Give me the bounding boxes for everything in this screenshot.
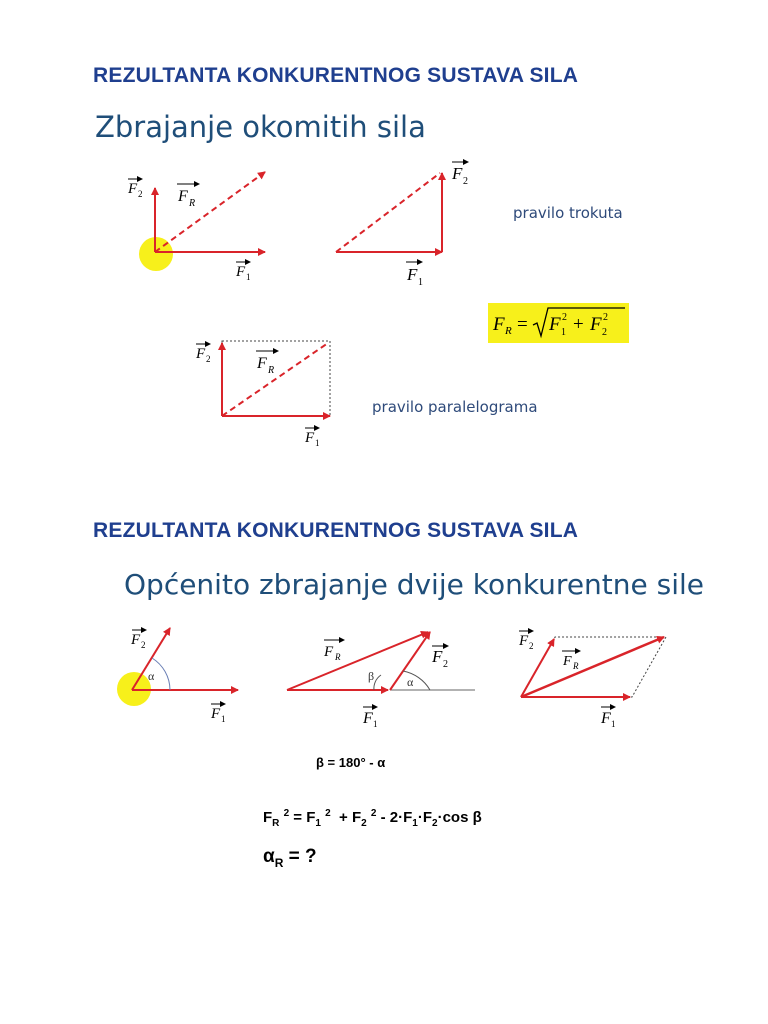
diagram-general-forces (117, 628, 238, 724)
svg-text:1: 1 (246, 272, 251, 282)
svg-text:F: F (590, 314, 602, 335)
diagram-parallelogram (195, 341, 330, 448)
label-f2: F (131, 632, 141, 648)
slide2-subtitle: Općenito zbrajanje dvije konkurentne sile (124, 568, 705, 601)
svg-text:1: 1 (418, 277, 423, 288)
resultant-fr-arrow (155, 172, 265, 252)
label-f2: F (519, 633, 529, 649)
svg-text:=: = (517, 314, 528, 335)
slide2-heading: REZULTANTA KONKURENTNOG SUSTAVA SILA (93, 519, 579, 542)
label-fr: F (257, 355, 267, 372)
label-f1: F (236, 264, 246, 280)
pythagoras-formula-box (488, 303, 629, 343)
label-alpha: α (407, 675, 414, 689)
svg-text:R: R (505, 325, 512, 337)
svg-text:2: 2 (463, 176, 468, 187)
label-f2: F (452, 164, 463, 183)
label-f2: F (128, 181, 138, 197)
label-beta: β (368, 669, 375, 683)
resultant-fr-line (336, 173, 440, 252)
slide1-subtitle: Zbrajanje okomitih sila (95, 110, 426, 144)
diagram-triangle-angles (287, 632, 475, 729)
label-fr: F (324, 644, 334, 660)
pythagoras-formula (488, 303, 629, 343)
slide2-diagrams (0, 600, 768, 760)
svg-text:2: 2 (603, 312, 608, 323)
svg-text:R: R (335, 652, 341, 662)
svg-text:2: 2 (141, 640, 146, 650)
svg-text:2: 2 (602, 327, 607, 338)
label-fr: F (563, 654, 572, 669)
svg-text:1: 1 (221, 714, 226, 724)
svg-text:R: R (268, 365, 275, 376)
label-f2: F (196, 346, 206, 362)
svg-text:1: 1 (561, 327, 566, 338)
svg-text:R: R (573, 661, 579, 671)
svg-text:+: + (573, 314, 584, 335)
label-alpha: α (148, 669, 155, 683)
svg-text:2: 2 (443, 659, 448, 670)
label-f1: F (601, 710, 611, 727)
angle-question: $\alpha_R$ = ? (263, 846, 317, 870)
diagram-oblique-parallelogram (518, 631, 666, 729)
triangle-rule-label: pravilo trokuta (513, 204, 623, 222)
label-f1: F (211, 706, 221, 722)
diagram-perpendicular (127, 172, 265, 282)
parallelogram-rule-label: pravilo paralelograma (372, 398, 538, 416)
beta-relation: β = 180° - α (316, 755, 386, 770)
label-f1: F (407, 265, 418, 284)
slide1-heading: REZULTANTA KONKURENTNOG SUSTAVA SILA (93, 64, 579, 87)
diagram-triangle (336, 162, 468, 288)
label-f2: F (432, 647, 443, 666)
svg-text:2: 2 (138, 189, 143, 199)
label-f1: F (363, 710, 373, 727)
svg-text:F: F (493, 314, 505, 335)
svg-text:1: 1 (611, 719, 616, 729)
svg-text:1: 1 (373, 719, 378, 729)
svg-text:2: 2 (206, 354, 211, 364)
svg-text:F: F (549, 314, 561, 335)
svg-text:2: 2 (562, 312, 567, 323)
svg-text:1: 1 (315, 438, 320, 448)
svg-text:R: R (189, 198, 196, 209)
svg-text:2: 2 (529, 641, 534, 651)
resultant-fr-line (222, 343, 328, 416)
resultant-fr-arrow (521, 637, 664, 697)
label-f1: F (305, 430, 315, 446)
label-fr: F (178, 188, 188, 205)
cosine-law: $F_R$ $^2 = F_1$ $^2 + F_2$ $^2 - 2\cdot F_1\cdot F_2\cdot\cos$ β (263, 808, 482, 829)
